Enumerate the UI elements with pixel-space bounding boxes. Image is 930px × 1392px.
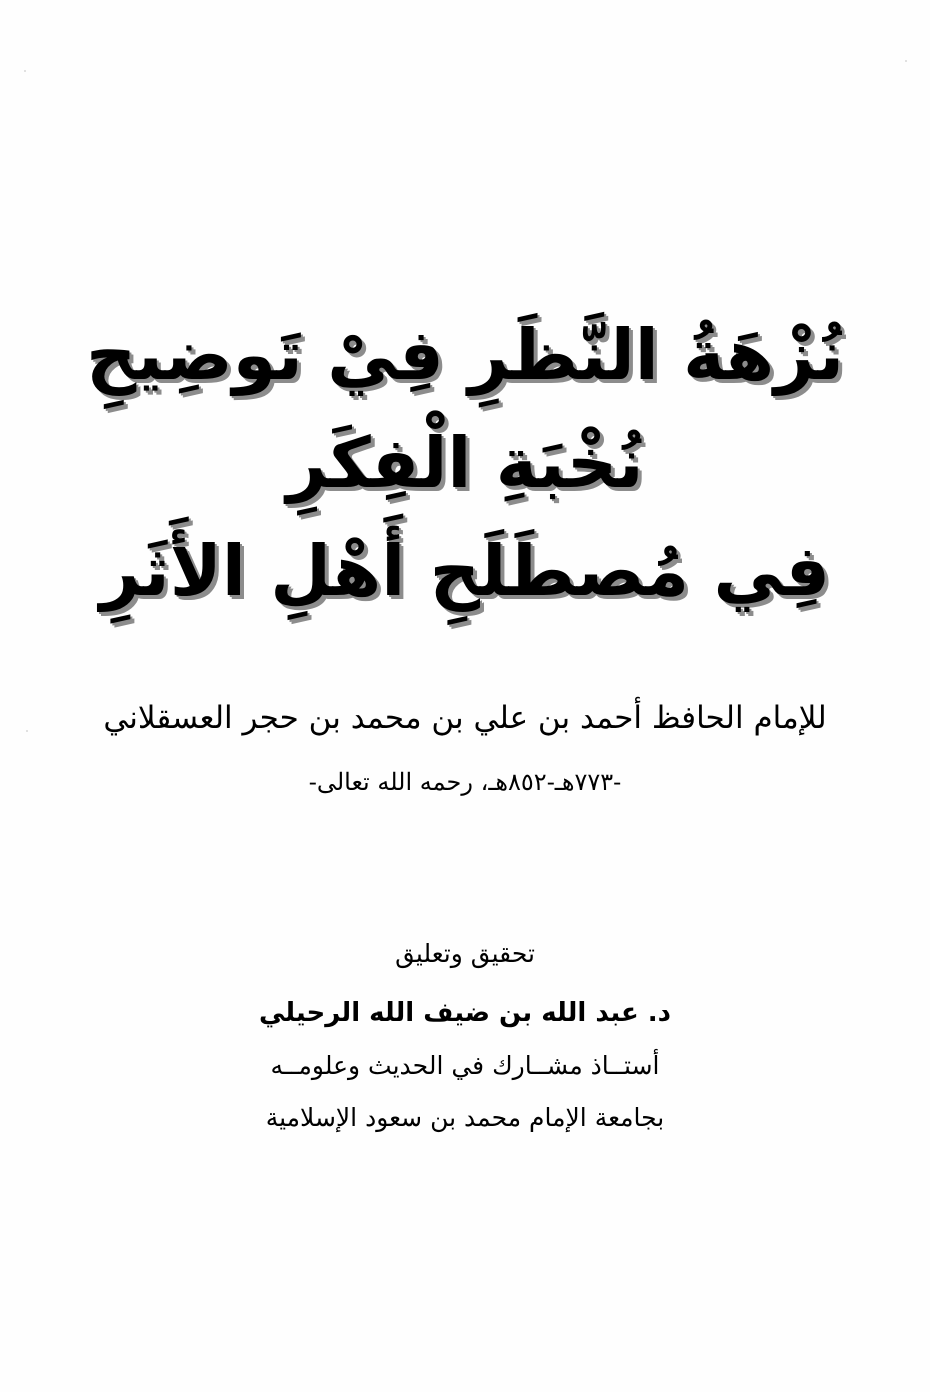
editor-label: تحقيق وتعليق <box>395 939 535 968</box>
author-dates: -٧٧٣هـ-٨٥٢هـ، رحمه الله تعالى- <box>308 768 622 796</box>
editor-name: د. عبد الله بن ضيف الله الرحيلي <box>258 998 671 1028</box>
book-title-line-1: نُزْهَةُ النَّظَرِ فِيْ تَوضِيحِ <box>85 314 844 396</box>
author-name: للإمام الحافظ أحمد بن علي بن محمد بن حجر العسقلاني <box>103 700 827 736</box>
scan-speck <box>905 60 907 62</box>
editor-position: أستــاذ مشــارك في الحديث وعلومــه <box>270 1051 660 1080</box>
book-title-line-2: نُخْبَةِ الْفِكَرِ <box>286 422 644 504</box>
editor-university: بجامعة الإمام محمد بن سعود الإسلامية <box>265 1103 665 1132</box>
book-title-line-3: فِي مُصطَلَحِ أَهْلِ الأَثَرِ <box>99 530 831 612</box>
scan-speck <box>26 730 28 732</box>
scan-speck <box>24 70 26 72</box>
